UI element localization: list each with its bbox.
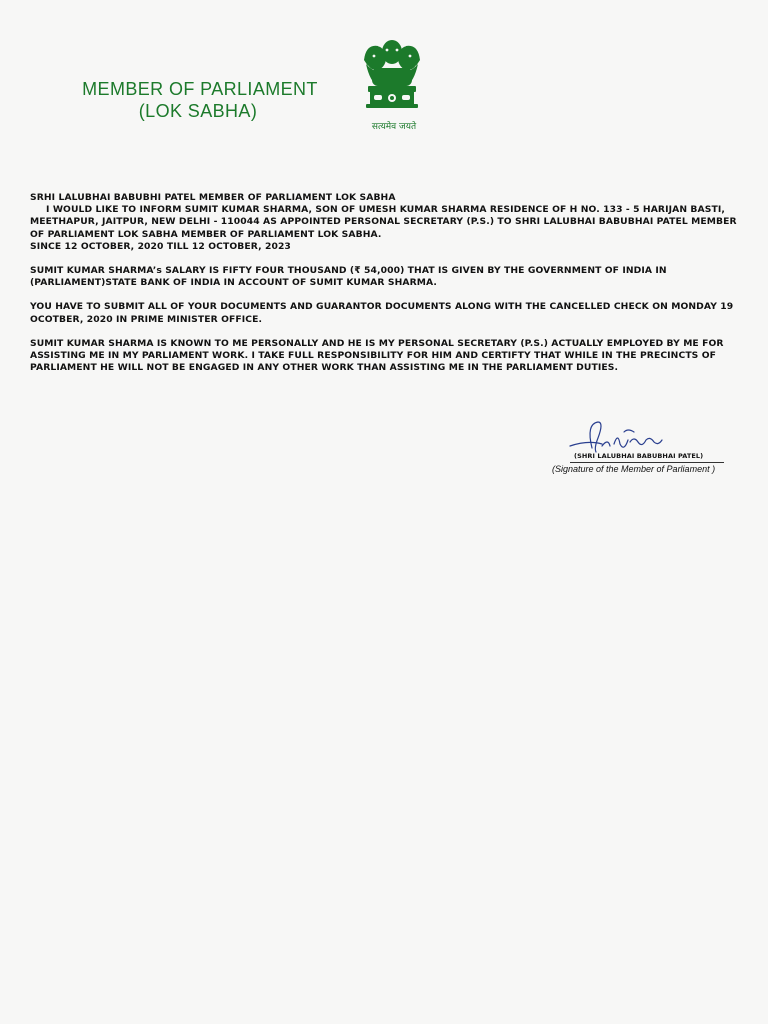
signatory-name: (SHRI LALUBHAI BABUBHAI PATEL) bbox=[574, 452, 704, 460]
letter-body bbox=[30, 192, 752, 374]
national-emblem-icon bbox=[356, 38, 428, 118]
addressee-line: SRHI LALUBHAI BABUBHI PATEL MEMBER OF PARLIAMENT LOK SABHA bbox=[30, 192, 396, 203]
title-line-2: (LOK SABHA) bbox=[138, 101, 258, 121]
documents-paragraph: YOU HAVE TO SUBMIT ALL OF YOUR DOCUMENTS AND GUARANTOR DOCUMENTS ALONG WITH THE CANCELLED CHECK ON MONDAY 19 OCOTBER, 2020 IN PRIME MINISTER OFFICE. bbox=[30, 301, 734, 325]
signature-underline bbox=[570, 462, 724, 463]
tenure-line: SINCE 12 OCTOBER, 2020 TILL 12 OCTOBER, 2023 bbox=[30, 240, 291, 252]
signature-caption: (Signature of the Member of Parliament ) bbox=[552, 464, 716, 474]
letterhead-title bbox=[66, 78, 334, 122]
appointment-paragraph: I WOULD LIKE TO INFORM SUMIT KUMAR SHARMA, SON OF UMESH KUMAR SHARMA RESIDENCE OF H NO. 133 - 5 HARIJAN BASTI, MEETHAPUR, JAITPUR, NEW DELHI - 110044 AS APPOINTED PERSONAL SECRETARY (P.S.) TO SHRI LALUBHAI BABUBHAI PATEL MEMBER OF PARLIAMENT LOK SABHA MEMBER OF PARLIAMENT LOK SABHA. bbox=[30, 204, 737, 240]
signature-block bbox=[548, 418, 738, 478]
emblem-motto: सत्यमेव जयते bbox=[371, 122, 417, 132]
title-line-1: MEMBER OF PARLIAMENT bbox=[82, 79, 318, 99]
letterhead bbox=[0, 0, 768, 150]
salary-paragraph: SUMIT KUMAR SHARMA’s SALARY IS FIFTY FOUR THOUSAND (₹ 54,000) THAT IS GIVEN BY THE GOVERNMENT OF INDIA IN (PARLIAMENT)STATE BANK OF INDIA IN ACCOUNT OF SUMIT KUMAR SHARMA. bbox=[30, 265, 667, 289]
responsibility-paragraph: SUMIT KUMAR SHARMA IS KNOWN TO ME PERSONALLY AND HE IS MY PERSONAL SECRETARY (P.S.) ACTUALLY EMPLOYED BY ME FOR ASSISTING ME IN MY PARLIAMENT WORK. I TAKE FULL RESPONSIBILITY FOR HIM AND CERTIFTY THAT WHILE IN THE PRECINCTS OF PARLIAMENT HE WILL NOT BE ENGAGED IN ANY OTHER WORK THAN ASSISTING ME IN THE PARLIAMENT DUTIES. bbox=[30, 337, 724, 374]
